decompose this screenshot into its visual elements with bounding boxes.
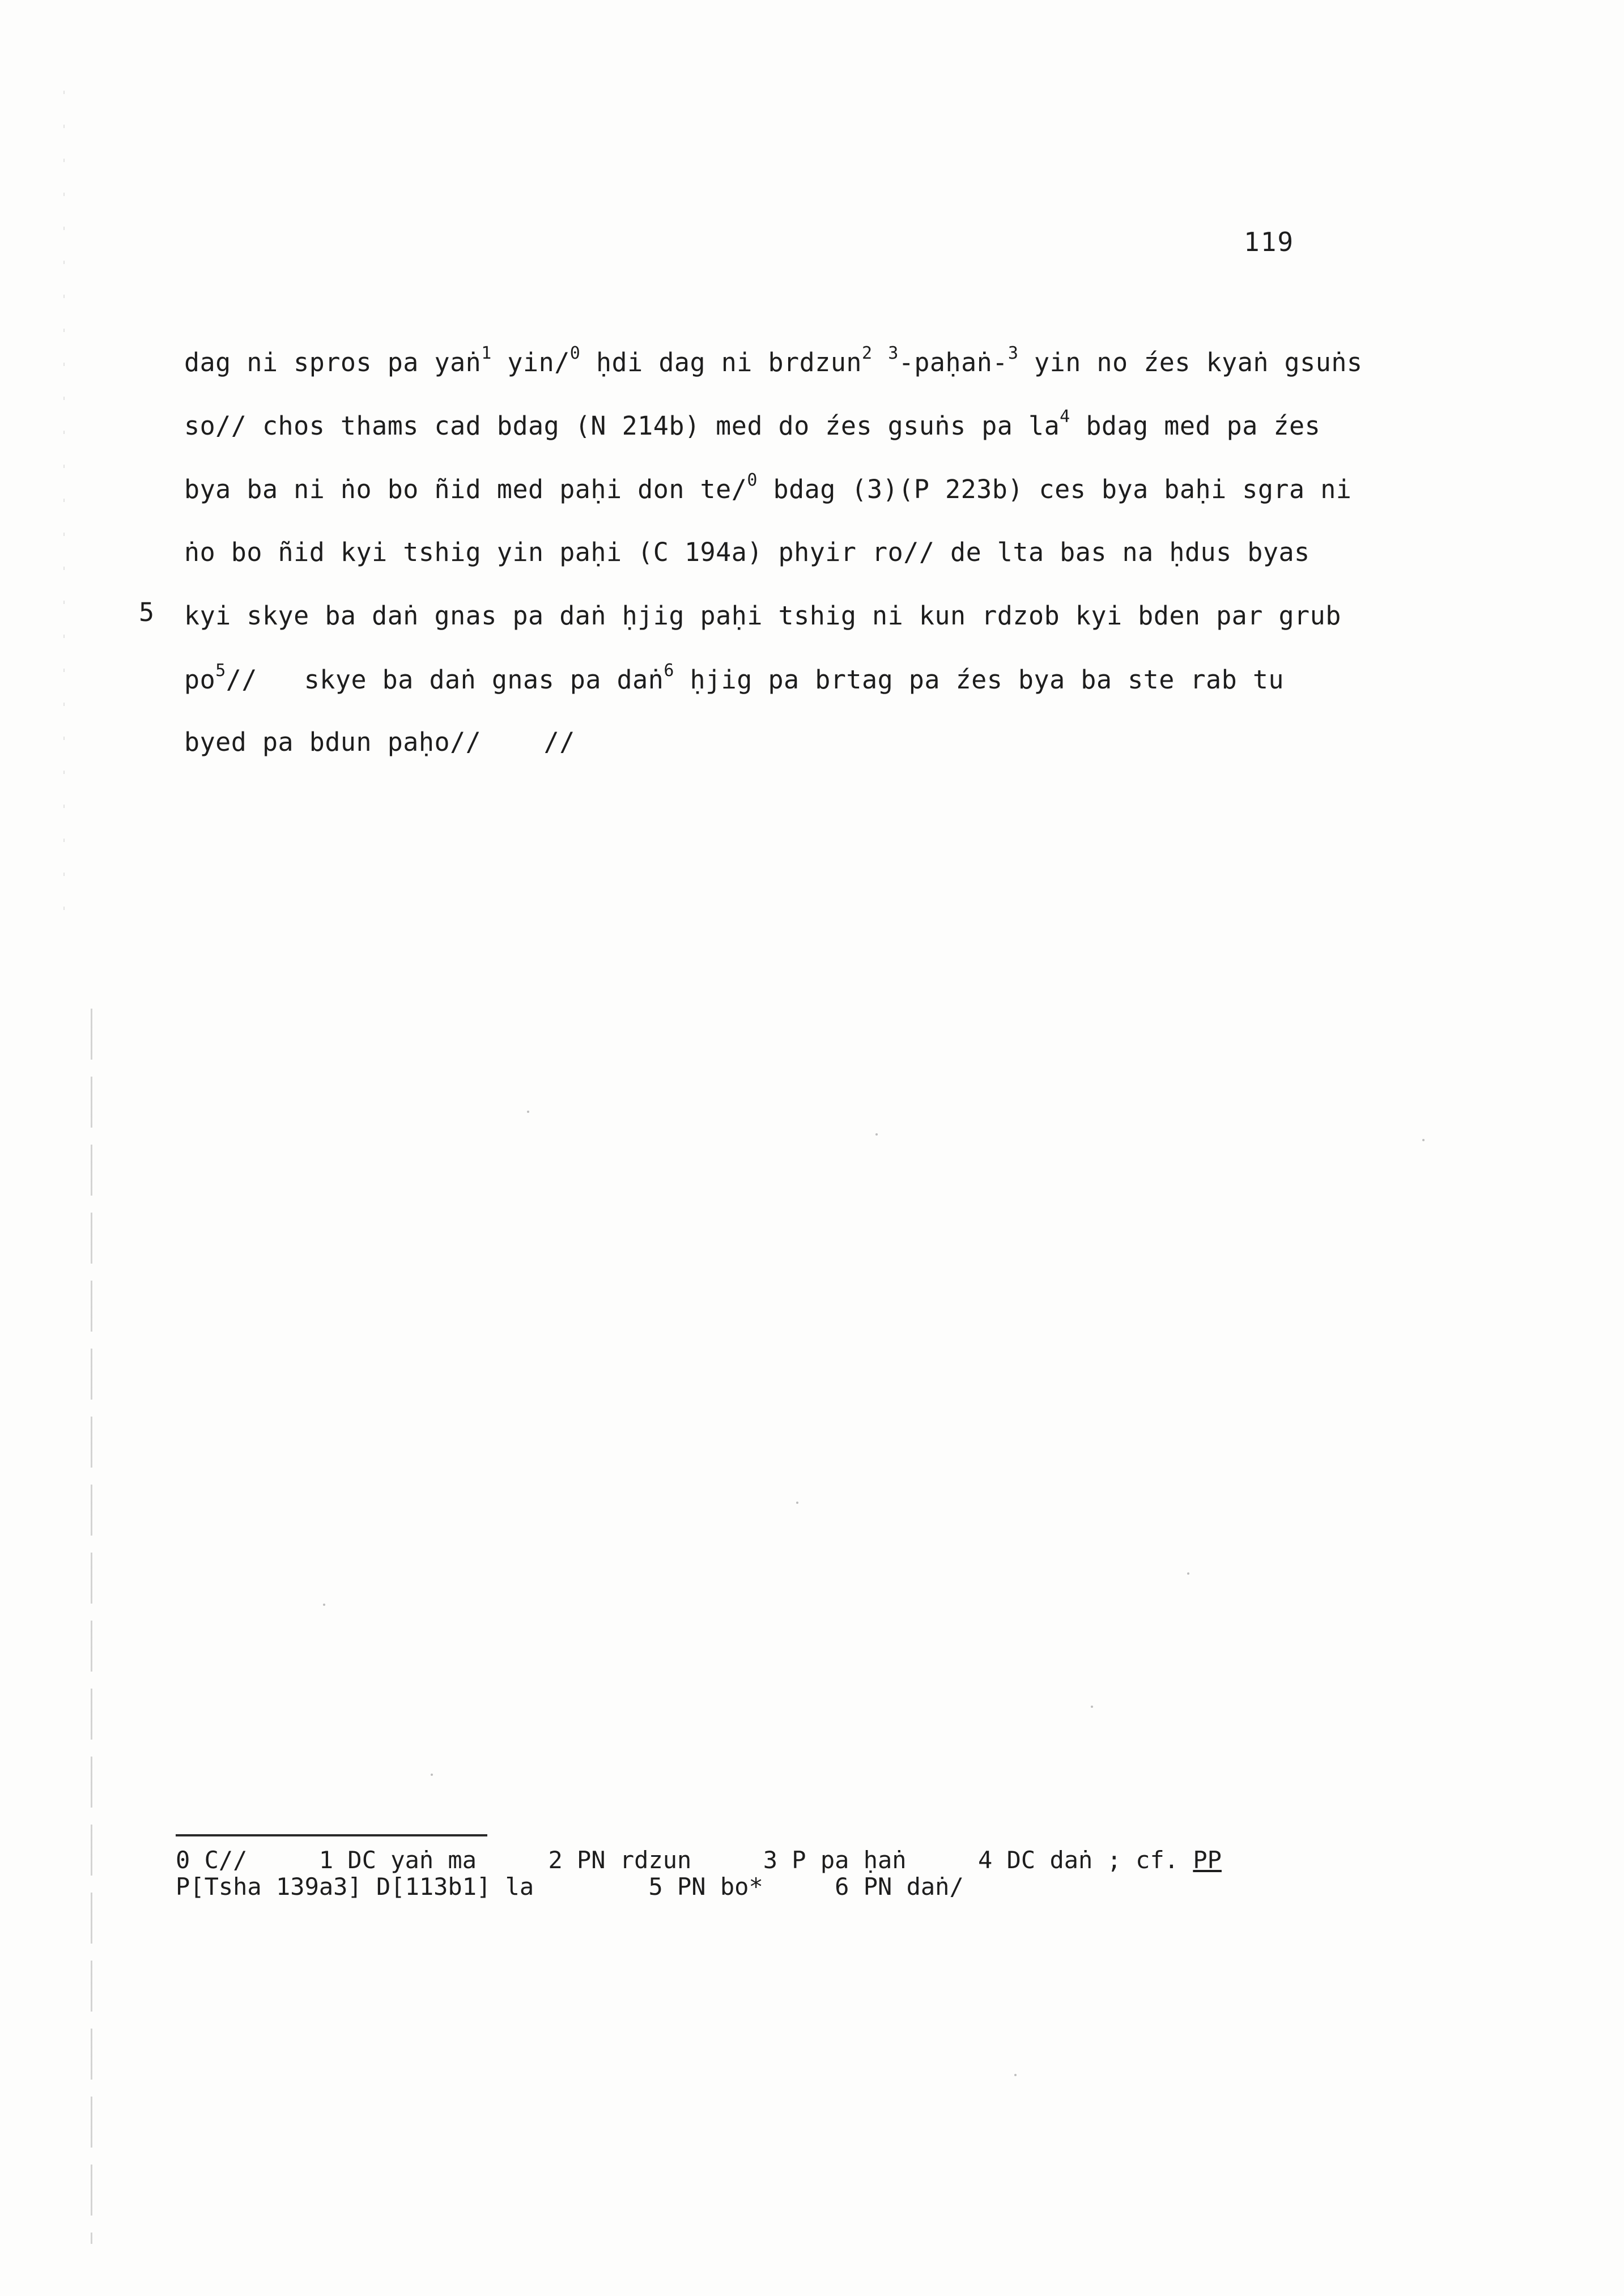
body-line <box>184 470 1352 504</box>
footnote-marker: 0 <box>747 470 758 490</box>
scan-speck <box>875 1133 878 1136</box>
footnote-line-1 <box>176 1846 1222 1874</box>
body-line <box>184 537 1310 567</box>
body-text-segment: po <box>184 665 216 695</box>
body-text-segment: // skye ba daṅ gnas pa daṅ <box>226 665 664 695</box>
body-text-segment: byed pa bdun paḥo// // <box>184 727 575 757</box>
body-text-segment: ḥdi dag ni brdzun <box>580 347 862 377</box>
footnote-underlined: PP <box>1193 1846 1222 1874</box>
body-text-segment: bdag (3)(P 223b) ces bya baḥi sgra ni <box>757 474 1352 504</box>
footnote-marker: 2 <box>862 343 873 363</box>
footnote-marker: 3 <box>888 343 899 363</box>
body-text-segment: -paḥaṅ- <box>898 347 1008 377</box>
scan-speck <box>1014 2074 1017 2076</box>
body-text-segment: ṅo bo ñid kyi tshig yin paḥi (C 194a) phyir ro// de lta bas na ḥdus byas <box>184 537 1310 567</box>
body-text-segment: dag ni spros pa yaṅ <box>184 347 482 377</box>
footnote-marker: 4 <box>1060 407 1070 427</box>
scan-speck <box>796 1502 798 1504</box>
footnote-marker: 3 <box>1007 343 1019 363</box>
footnote-marker: 6 <box>664 661 674 681</box>
margin-scan-dots <box>63 91 65 941</box>
page-number: 119 <box>1244 227 1295 257</box>
body-text-segment <box>873 347 888 377</box>
body-line <box>184 661 1285 695</box>
body-text-segment: kyi skye ba daṅ gnas pa daṅ ḥjig paḥi tshig ni kun rdzob kyi bden par grub <box>184 601 1341 631</box>
body-line <box>184 407 1321 441</box>
body-text-segment: yin no źes kyaṅ gsuṅs <box>1018 347 1363 377</box>
body-text-segment: yin/ <box>491 347 570 377</box>
scan-speck <box>1422 1139 1425 1141</box>
body-line <box>184 727 575 757</box>
footnote-marker: 1 <box>481 343 492 363</box>
scan-speck <box>1091 1706 1093 1708</box>
body-text-segment: bya ba ni ṅo bo ñid med paḥi don te/ <box>184 474 747 504</box>
footnote-text-1: 0 C// 1 DC yaṅ ma 2 PN rdzun 3 P pa ḥaṅ 4 DC daṅ ; cf. <box>176 1846 1193 1874</box>
footnote-marker: 5 <box>215 661 226 681</box>
footnote-line-2: P[Tsha 139a3] D[113b1] la 5 PN bo* 6 PN daṅ/ <box>176 1873 964 1900</box>
body-text-segment: so// chos thams cad bdag (N 214b) med do źes gsuṅs pa la <box>184 411 1060 441</box>
scan-speck <box>1187 1572 1189 1575</box>
scan-speck <box>527 1111 529 1113</box>
footnote-rule <box>176 1834 487 1836</box>
margin-scan-edge <box>91 1009 92 2244</box>
scan-speck <box>323 1604 325 1606</box>
line-number-marker: 5 <box>139 597 155 627</box>
body-text-segment: bdag med pa źes <box>1070 411 1321 441</box>
footnote-marker: 0 <box>569 343 581 363</box>
body-line <box>184 601 1341 631</box>
body-text-segment: ḥjig pa brtag pa źes bya ba ste rab tu <box>674 665 1285 695</box>
scan-speck <box>431 1774 433 1776</box>
body-line <box>184 343 1363 377</box>
